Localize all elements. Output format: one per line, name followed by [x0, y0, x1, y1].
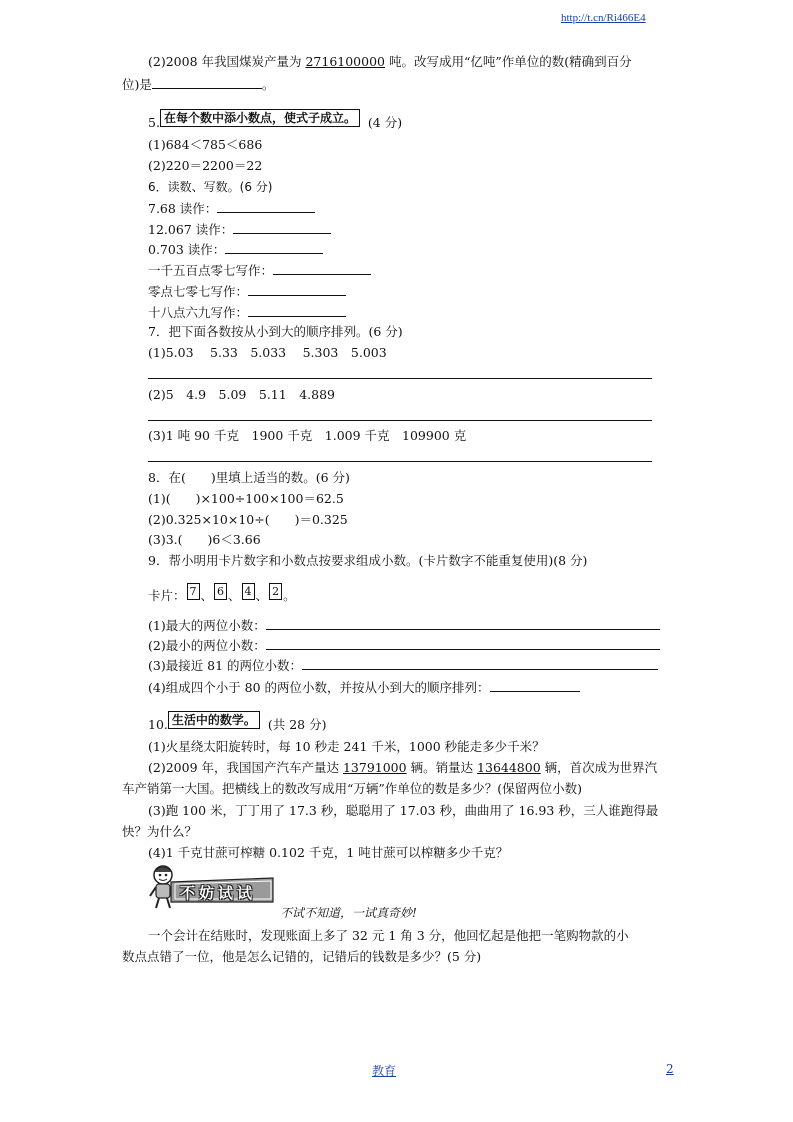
q10-p2-text: 辆，首次成为世界汽	[540, 760, 658, 775]
q4-2-line2-prefix: 位)是	[122, 77, 152, 92]
try-it-logo	[147, 862, 277, 910]
number-card: 2	[269, 583, 282, 600]
q10-part-3-line1: (3)跑 100 米，丁丁用了 17.3 秒，聪聪用了 17.03 秒，曲曲用了 16.93 秒，三人谁跑得最	[148, 803, 659, 818]
q6-item-label: 十八点六九写作：	[148, 305, 249, 320]
q5-score: (4 分)	[367, 115, 403, 130]
q6-item-5	[148, 283, 346, 300]
number-card: 6	[214, 583, 227, 600]
q10-p2-text: (2)2009 年，我国国产汽车产量达	[148, 760, 343, 775]
answer-blank[interactable]	[302, 657, 658, 670]
q5-item-1: (1)684＜785＜686	[148, 137, 263, 152]
q6-item-4	[148, 262, 371, 279]
q7-item-2: (2)5 4.9 5.09 5.11 4.889	[148, 387, 335, 402]
q7-item-3: (3)1 吨 90 千克 1900 千克 1.009 千克 109900 克	[148, 428, 467, 443]
q9-item-4	[148, 679, 580, 696]
answer-blank[interactable]	[248, 304, 346, 317]
q6-title	[148, 179, 272, 195]
q10-part-2-line1	[148, 760, 657, 776]
answer-blank[interactable]	[225, 241, 323, 254]
q7-answer-line-3[interactable]	[148, 461, 652, 462]
q10-part-1: (1)火星绕太阳旋转时，每 10 秒走 241 千米，1000 秒能走多少千米？	[148, 739, 545, 754]
q4-2-line1	[148, 54, 632, 70]
answer-blank[interactable]	[248, 283, 346, 296]
q10-score: (共 28 分)	[267, 717, 327, 732]
q5-header	[148, 111, 403, 132]
answer-blank[interactable]	[273, 262, 371, 275]
q6-item-label: 一千五百点零七写作：	[148, 263, 274, 278]
footer-link[interactable]: 教育	[372, 1064, 397, 1078]
card-separator: 、	[255, 588, 269, 603]
header-url-link[interactable]: http://t.cn/Ri466E4	[561, 12, 646, 24]
number-card: 4	[242, 583, 255, 600]
q7-answer-line-1[interactable]	[148, 378, 652, 379]
q4-2-line2	[122, 76, 274, 93]
q6-item-label: 零点七零七写作：	[148, 284, 249, 299]
answer-blank[interactable]	[233, 221, 331, 234]
logo-text: 不妨试试	[180, 884, 257, 902]
q8-item-2: (2)0.325×10×10÷( )＝0.325	[148, 512, 348, 527]
q5-item-2: (2)220＝2200＝22	[148, 158, 263, 173]
q9-item-1	[148, 617, 660, 634]
q10-part-2-line2: 车产销第一大国。把横线上的数改写成用“万辆”作单位的数是多少？(保留两位小数)	[122, 781, 583, 796]
q9-item-3	[148, 657, 658, 674]
q7-item-1: (1)5.03 5.33 5.033 5.303 5.003	[148, 345, 387, 360]
q4-2-line2-suffix: 。	[261, 77, 275, 92]
q6-title-text: 6．读数、写数。(6 分)	[148, 180, 273, 194]
q10-part-3-line2: 快？为什么？	[122, 824, 198, 839]
q6-item-1	[148, 200, 315, 217]
q9-item-label: (3)最接近 81 的两位小数：	[148, 658, 303, 673]
q9-title: 9．帮小明用卡片数字和小数点按要求组成小数。(卡片数字不能重复使用)(8 分)	[148, 553, 588, 568]
q6-item-label: 0.703 读作：	[148, 242, 226, 257]
q4-2-number: 2716100000	[305, 54, 385, 69]
q10-num: 10.	[148, 717, 168, 732]
q8-item-1: (1)( )×100÷100×100＝62.5	[148, 491, 344, 506]
card-separator: 、	[228, 588, 241, 603]
q9-item-label: (2)最小的两位小数：	[148, 638, 266, 653]
number-card: 7	[187, 583, 200, 600]
q10-part-4: (4)1 千克甘蔗可榨糖 0.102 千克，1 吨甘蔗可以榨糖多少千克？	[148, 845, 509, 860]
q6-item-2	[148, 221, 331, 238]
q9-cards-label: 卡片：	[148, 588, 186, 603]
q5-num: 5.	[148, 115, 160, 130]
q5-title-box: 在每个数中添小数点，使式子成立。	[160, 109, 360, 127]
q8-title: 8．在( )里填上适当的数。(6 分)	[148, 470, 350, 485]
answer-blank[interactable]	[152, 76, 262, 89]
q8-item-3: (3)3.( )6＜3.66	[148, 532, 261, 547]
q10-p2-text: 辆。销量达	[406, 760, 478, 775]
q10-p2-number-2: 13644800	[477, 760, 541, 775]
q6-item-6	[148, 304, 346, 321]
q10-header	[148, 713, 327, 734]
q7-answer-line-2[interactable]	[148, 420, 652, 421]
answer-blank[interactable]	[266, 617, 660, 630]
cards-end: 。	[283, 588, 296, 603]
q9-item-label: (1)最大的两位小数：	[148, 618, 266, 633]
q4-2-prefix: (2)2008 年我国煤炭产量为	[148, 54, 306, 69]
answer-blank[interactable]	[217, 200, 315, 213]
q10-p2-number-1: 13791000	[342, 760, 407, 775]
answer-blank[interactable]	[266, 637, 660, 650]
bonus-motto: 不试不知道，一试真奇妙!	[280, 906, 417, 920]
answer-blank[interactable]	[490, 679, 580, 692]
q6-item-label: 12.067 读作：	[148, 222, 234, 237]
q9-item-label: (4)组成四个小于 80 的两位小数，并按从小到大的顺序排列：	[148, 680, 490, 695]
q6-item-label: 7.68 读作：	[148, 201, 218, 216]
bonus-line-2: 数点点错了一位，他是怎么记错的，记错后的钱数是多少？(5 分)	[122, 949, 482, 964]
q10-title-box: 生活中的数学。	[168, 711, 260, 729]
q4-2-suffix: 吨。改写成用“亿吨”作单位的数(精确到百分	[385, 54, 632, 69]
bonus-line-1: 一个会计在结账时，发现账面上多了 32 元 1 角 3 分，他回忆起是他把一笔购物款的小	[148, 928, 629, 943]
card-separator: 、	[200, 588, 214, 603]
q9-cards-row	[148, 585, 296, 605]
q6-item-3	[148, 241, 323, 258]
page-number: 2	[666, 1062, 674, 1076]
q7-title: 7．把下面各数按从小到大的顺序排列。(6 分)	[148, 324, 403, 339]
q9-item-2	[148, 637, 660, 654]
